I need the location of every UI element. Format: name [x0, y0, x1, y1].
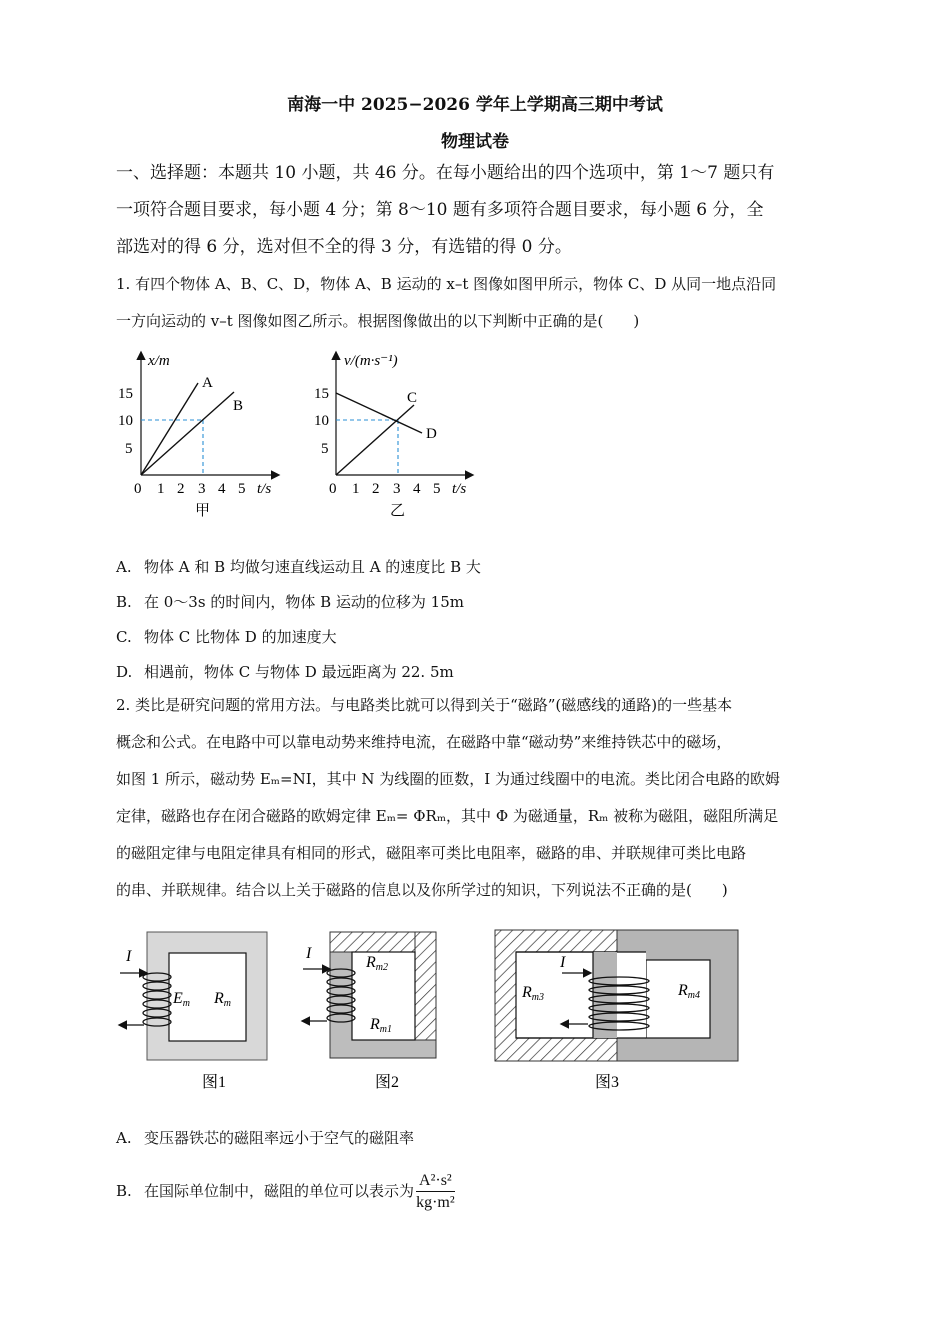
- label-c: C: [407, 390, 418, 406]
- rm3-label: Rm3: [522, 984, 545, 1003]
- option-key: A.: [116, 558, 132, 576]
- question-1-stem: [116, 266, 838, 340]
- section-line: 一项符合题目要求，每小题 4 分；第 8～10 题有多项符合题目要求，每小题 6 分，全: [116, 200, 764, 220]
- option-key: B.: [116, 1182, 132, 1200]
- figure-caption: 图1: [202, 1074, 227, 1091]
- line-c: [336, 405, 414, 475]
- x-tick: 4: [413, 481, 421, 497]
- y-tick: 5: [125, 441, 133, 457]
- exam-title: 南海一中 2025−2026 学年上学期高三期中考试: [287, 95, 663, 115]
- figure-1: [120, 932, 267, 1091]
- rm4-label: Rm4: [678, 982, 701, 1001]
- x-axis-label: t/s: [452, 481, 467, 497]
- y-tick: 15: [314, 386, 329, 402]
- option-key: D.: [116, 663, 133, 681]
- q1-option-d[interactable]: [116, 661, 454, 682]
- section-line: 一、选择题：本题共 10 小题，共 46 分。在每小题给出的四个选项中，第 1～7 题只有: [116, 163, 775, 183]
- figure-caption: 图2: [375, 1074, 400, 1091]
- fraction-numerator: A²·s²: [416, 1172, 455, 1192]
- x-tick: 1: [157, 481, 165, 497]
- y-tick: 5: [321, 441, 329, 457]
- option-text: 物体 A 和 B 均做匀速直线运动且 A 的速度比 B 大: [144, 558, 481, 576]
- graph-caption: 乙: [390, 503, 406, 519]
- unit-fraction: [416, 1172, 455, 1212]
- option-key: B.: [116, 593, 132, 611]
- q2-option-b[interactable]: [116, 1172, 455, 1212]
- x-tick: 5: [238, 481, 246, 497]
- question-line: 概念和公式。在电路中可以靠电动势来维持电流，在磁路中靠“磁动势”来维持铁芯中的磁场，: [116, 733, 732, 751]
- option-text: 相遇前，物体 C 与物体 D 最远距离为 22. 5m: [144, 663, 454, 681]
- x-tick: 5: [433, 481, 441, 497]
- graph-yi: [312, 345, 482, 525]
- current-label: I: [306, 945, 312, 962]
- x-axis-label: t/s: [257, 481, 272, 497]
- em-label: Em: [173, 990, 191, 1009]
- x-tick: 4: [218, 481, 226, 497]
- rm1-label: Rm1: [370, 1016, 393, 1035]
- current-label: I: [126, 948, 132, 965]
- y-tick: 10: [314, 413, 329, 429]
- question-line: 一方向运动的 v–t 图像如图乙所示。根据图像做出的以下判断中正确的是( ): [116, 312, 640, 330]
- x-tick: 2: [372, 481, 380, 497]
- option-key: C.: [116, 628, 132, 646]
- current-label: I: [560, 954, 566, 971]
- option-text: 变压器铁芯的磁阻率远小于空气的磁阻率: [144, 1129, 415, 1147]
- section-instructions: [116, 155, 836, 266]
- graph-caption: 甲: [195, 503, 211, 519]
- label-b: B: [233, 398, 244, 414]
- exam-subtitle: 物理试卷: [441, 132, 509, 152]
- question-line: 的串、并联规律。结合以上关于磁路的信息以及你所学过的知识，下列说法不正确的是( ): [116, 881, 728, 899]
- y-tick: 10: [118, 413, 133, 429]
- x-tick: 3: [198, 481, 206, 497]
- y-axis-label: v/(m·s⁻¹): [344, 353, 398, 369]
- section-line: 部选对的得 6 分，选对但不全的得 3 分，有选错的得 0 分。: [116, 237, 572, 257]
- x-tick: 2: [177, 481, 185, 497]
- question-line: 的磁阻定律与电阻定律具有相同的形式，磁阻率可类比电阻率，磁路的串、并联规律可类比电路: [116, 844, 747, 862]
- figure-2: [303, 932, 436, 1091]
- x-tick: 1: [352, 481, 360, 497]
- line-a: [141, 383, 198, 475]
- line-b: [141, 392, 234, 475]
- q1-option-c[interactable]: [116, 626, 337, 647]
- q2-option-a[interactable]: [116, 1127, 414, 1148]
- y-axis-label: x/m: [148, 353, 170, 369]
- label-a: A: [202, 375, 213, 391]
- question-line: 1. 有四个物体 A、B、C、D，物体 A、B 运动的 x–t 图像如图甲所示，物体 C、D 从同一地点沿同: [116, 275, 777, 293]
- fraction-denominator: kg·m²: [416, 1194, 455, 1211]
- figure-3: [495, 930, 738, 1091]
- q1-option-a[interactable]: [116, 556, 481, 577]
- figure-caption: 图3: [595, 1074, 620, 1091]
- option-key: A.: [116, 1129, 132, 1147]
- x-tick: 0: [134, 481, 142, 497]
- option-text: 在 0～3s 的时间内，物体 B 运动的位移为 15m: [144, 593, 464, 611]
- magnetic-circuit-figures: [110, 925, 750, 1095]
- label-d: D: [426, 426, 437, 442]
- option-text: 在国际单位制中，磁阻的单位可以表示为: [144, 1182, 415, 1200]
- x-tick: 0: [329, 481, 337, 497]
- question-line: 如图 1 所示，磁动势 Eₘ=NI，其中 N 为线圈的匝数，I 为通过线圈中的电流。类比闭合电路的欧姆: [116, 770, 780, 788]
- question-line: 定律，磁路也存在闭合磁路的欧姆定律 Eₘ= ΦRₘ，其中 Φ 为磁通量，Rₘ 被称为磁阻，磁阻所满足: [116, 807, 779, 825]
- x-tick: 3: [393, 481, 401, 497]
- graph-jia: [118, 345, 288, 525]
- q1-option-b[interactable]: [116, 591, 464, 612]
- rm2-label: Rm2: [366, 954, 389, 973]
- question-2-stem: [116, 687, 838, 909]
- rm-label: Rm: [214, 990, 232, 1009]
- y-tick: 15: [118, 386, 133, 402]
- question-line: 2. 类比是研究问题的常用方法。与电路类比就可以得到关于“磁路”(磁感线的通路)的一些基本: [116, 696, 733, 714]
- option-text: 物体 C 比物体 D 的加速度大: [144, 628, 337, 646]
